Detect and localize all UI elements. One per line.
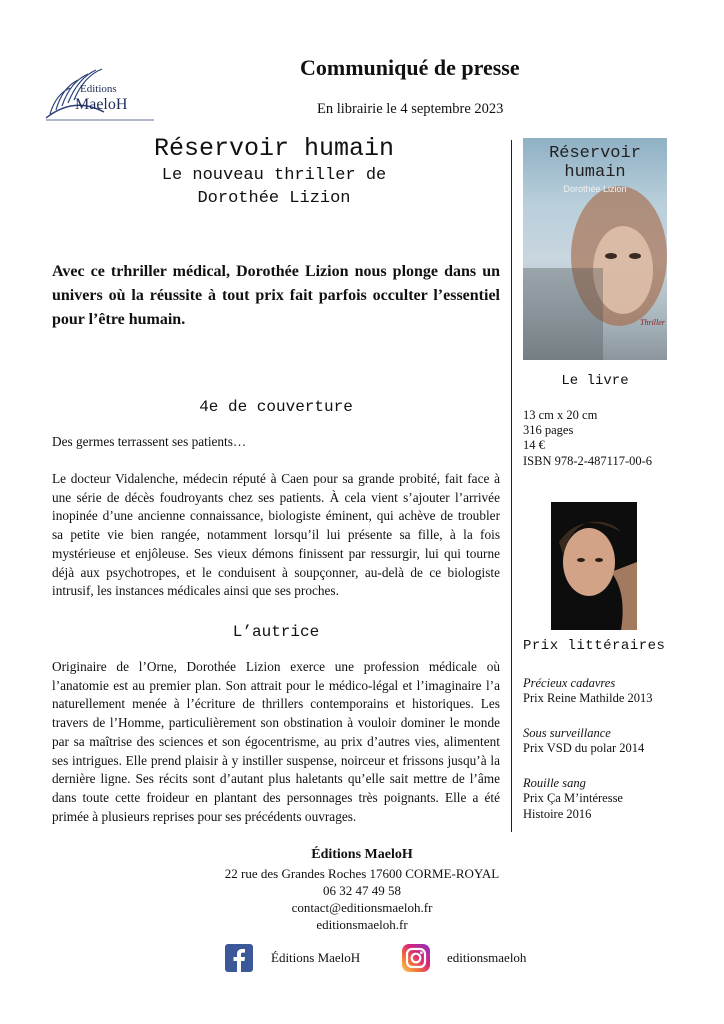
book-info-label: Le livre	[561, 373, 629, 389]
page-title: Communiqué de presse	[300, 55, 520, 80]
cover4-intro: Des germes terrassent ses patients…	[52, 434, 247, 449]
cover-author: Dorothée Lizion	[563, 184, 627, 194]
book-spec-price: 14 €	[523, 438, 545, 452]
author-photo	[551, 502, 637, 630]
cover4-body: Le docteur Vidalenche, médecin réputé à Caen pour sa grande probité, fait face à une série de décès foudroyants chez ses patients. À cela vient s’ajouter l’arrivée inopinée d’une ancienne connaissance, biologiste éminent, qui achève de troubler sa petite vie bien rangée, notamment lorsqu’il lui présente sa fille, à la fois mystérieuse et enjôleuse. Ses vieux démons finissent par ressurgir, lui qui tourne déjà aux psychotropes, et le conduisent à soupçonner, au-delà de ce biologiste intrusif, les instances médicales ainsi que ses proches.	[52, 471, 500, 599]
prize-book-title: Sous surveillance	[523, 726, 611, 740]
facebook-label[interactable]: Éditions MaeloH	[271, 950, 361, 965]
prize-book-title: Rouille sang	[523, 776, 586, 790]
cover-title-line1: Réservoir	[549, 144, 641, 163]
book-title: Réservoir humain	[153, 134, 395, 163]
book-cover-image	[523, 138, 667, 360]
footer-phone: 06 32 47 49 58	[323, 883, 401, 898]
logo-text-line2: MaeloH	[75, 96, 128, 113]
prize-name: Prix Ça M’intéresse Histoire 2016	[523, 791, 623, 821]
book-spec-dimensions: 13 cm x 20 cm	[523, 408, 598, 422]
section-title-author: L’autrice	[232, 623, 320, 641]
footer-email-link[interactable]: contact@editionsmaeloh.fr	[291, 900, 433, 915]
column-divider	[511, 140, 512, 832]
section-title-cover4: 4e de couverture	[199, 398, 353, 416]
prizes-title: Prix littéraires	[523, 638, 666, 654]
footer-address: 22 rue des Grandes Roches 17600 CORME-ROYAL	[224, 866, 500, 881]
facebook-icon[interactable]	[225, 944, 253, 972]
release-date: En librairie le 4 septembre 2023	[317, 101, 504, 117]
logo-text-line1: Éditions	[80, 83, 117, 95]
book-subtitle-line2: Dorothée Lizion	[197, 189, 351, 208]
author-bio: Originaire de l’Orne, Dorothée Lizion exerce une profession médicale où l’anatomie est au premier plan. Son attrait pour le médico-légal et l’imaginaire l’a naturellement menée à l’écriture de thrillers contemporains et historiques. Les travers de l’Homme, particulièrement son obstination à vouloir dominer le monde par sa maîtrise des sciences et son égocentrisme, au prix d’autres vies, alimentent ses intrigues. Elle prend plaisir à y instiller suspense, noirceur et frissons jusqu’à la dernière ligne. Ses récits sont d’autant plus haletants qu’elle sait mettre de l’âme dans toute cette froideur en plantant des personnages très poignants. Elle a été primée à plusieurs reprises pour ses précédents ouvrages.	[52, 659, 500, 824]
footer-website-link[interactable]: editionsmaeloh.fr	[316, 917, 408, 932]
footer-publisher-name: Éditions MaeloH	[311, 847, 413, 862]
prize-name: Prix Reine Mathilde 2013	[523, 691, 653, 705]
prize-book-title: Précieux cadavres	[523, 676, 616, 690]
instagram-label[interactable]: editionsmaeloh	[447, 950, 527, 965]
prize-name: Prix VSD du polar 2014	[523, 741, 645, 755]
book-subtitle-line1: Le nouveau thriller de	[161, 166, 387, 185]
cover-title-line2: humain	[564, 163, 626, 182]
cover-genre: Thriller	[640, 318, 665, 327]
book-spec-pages: 316 pages	[523, 423, 574, 437]
instagram-icon[interactable]	[402, 944, 430, 972]
book-spec-isbn: ISBN 978-2-487117-00-6	[523, 454, 653, 468]
lead-paragraph: Avec ce trhriller médical, Dorothée Lizion nous plonge dans un univers où la réussite à tout prix fait parfois occulter l’essentiel pour l’être humain.	[52, 263, 500, 328]
